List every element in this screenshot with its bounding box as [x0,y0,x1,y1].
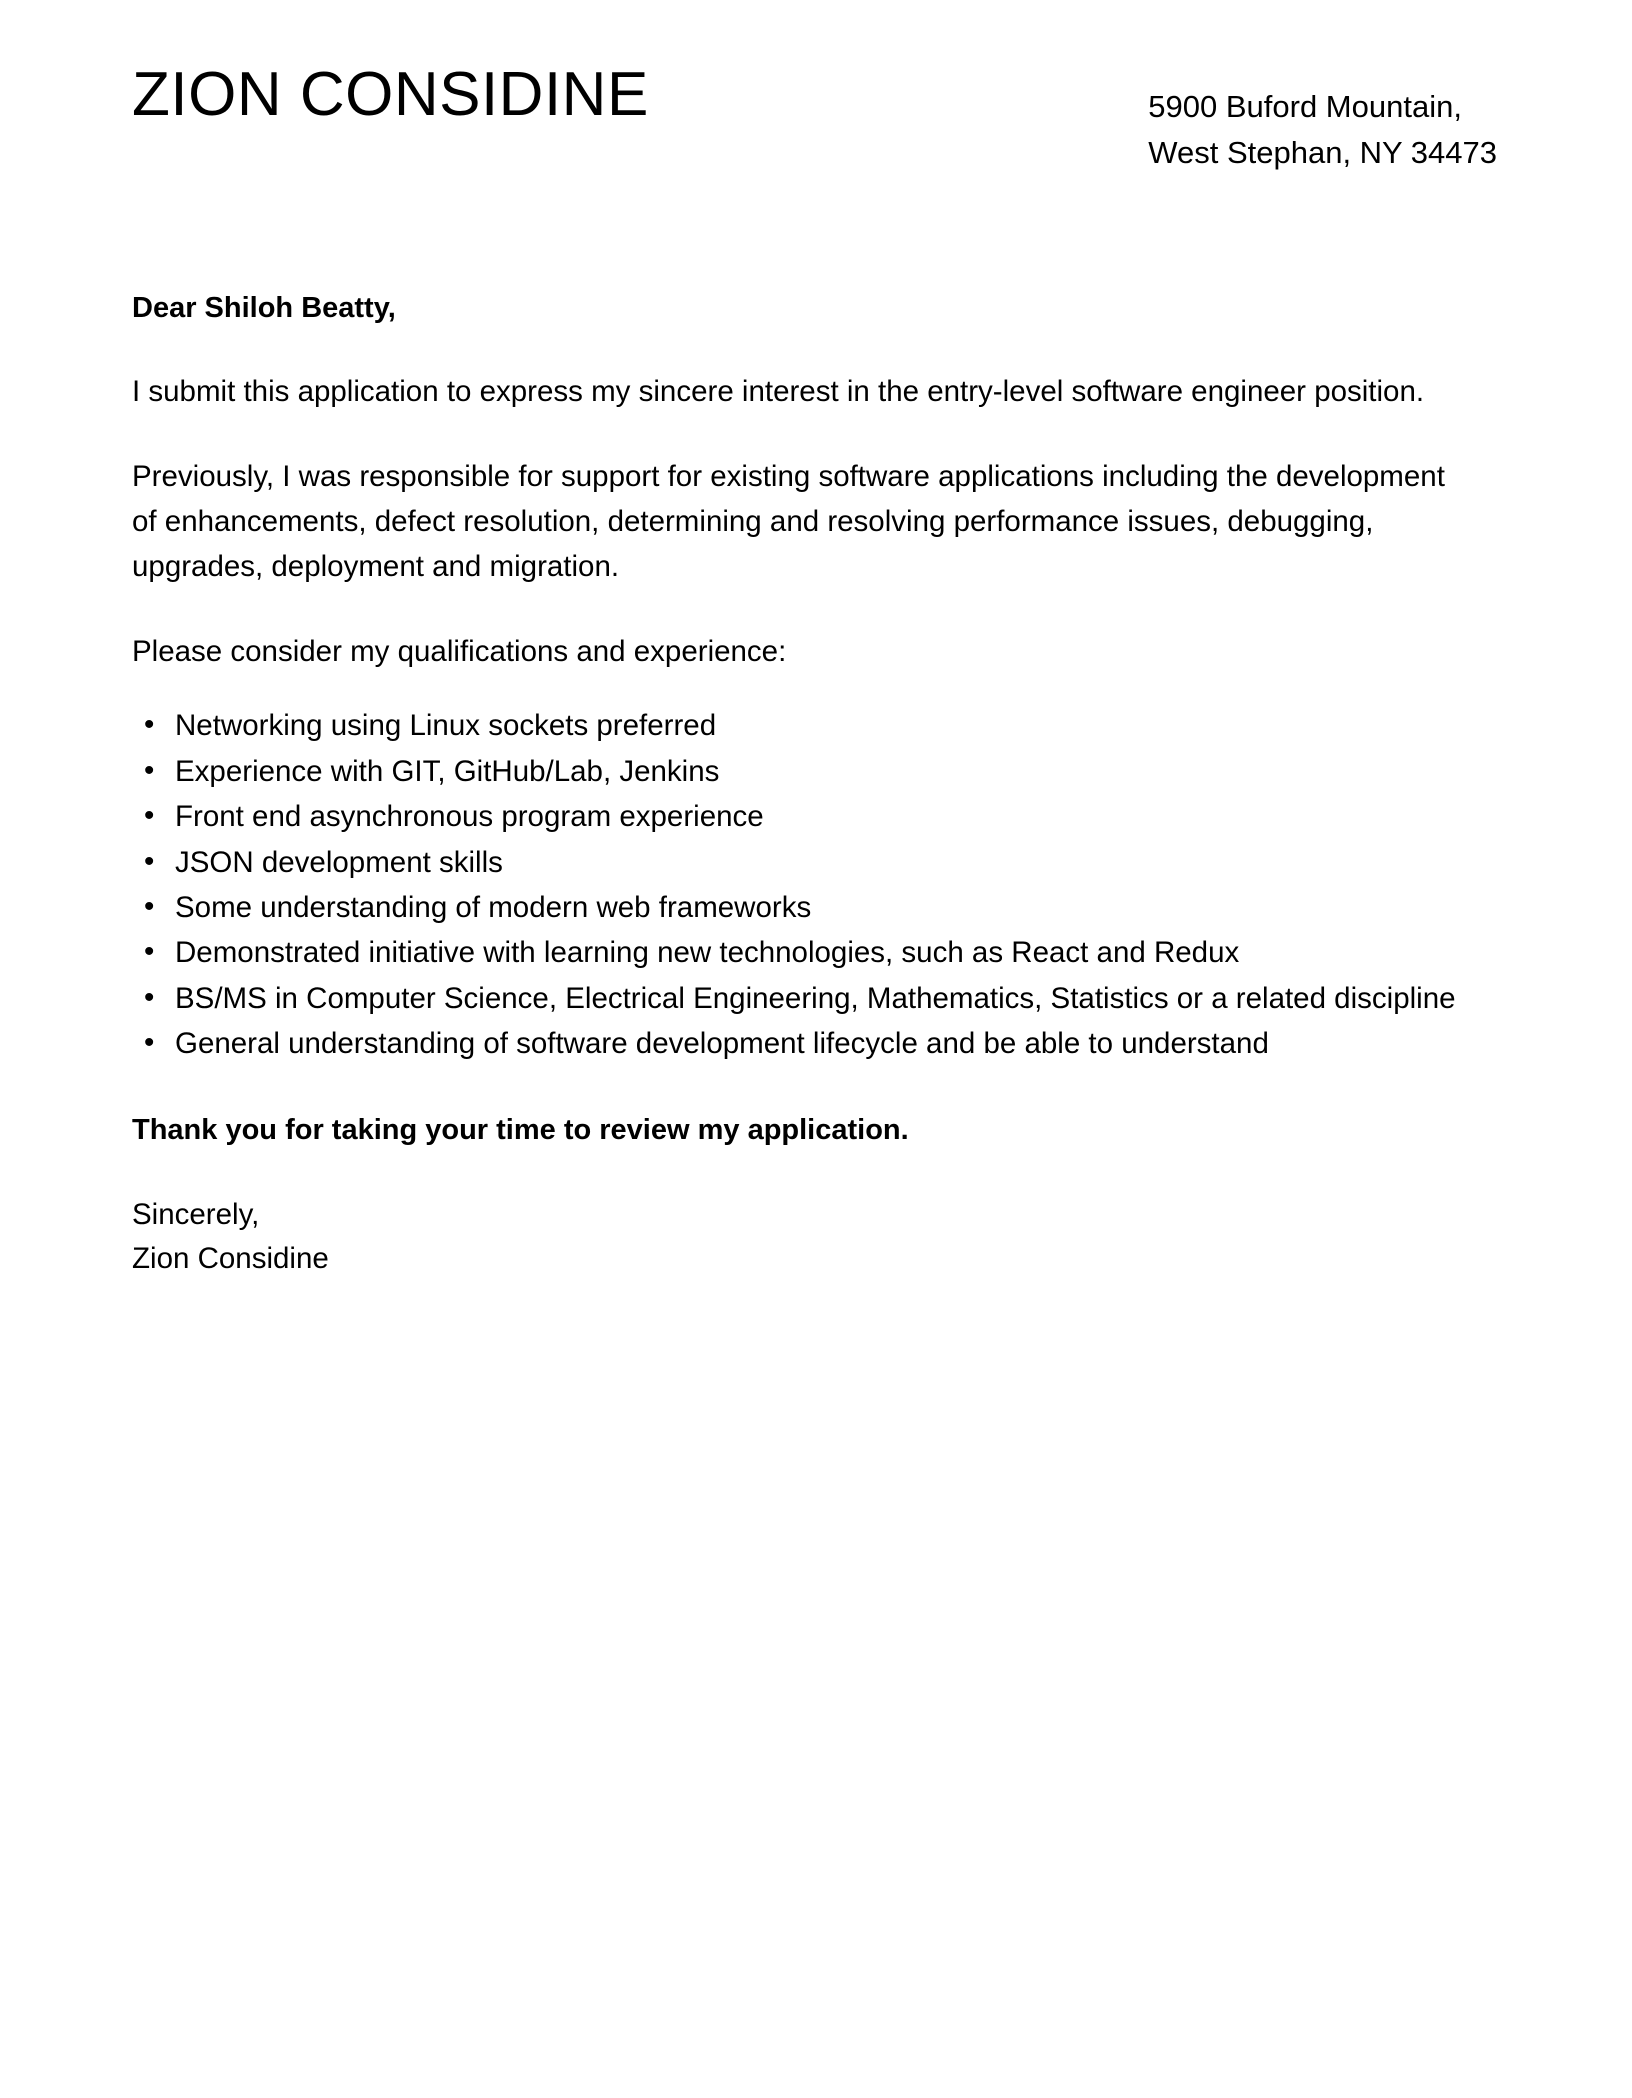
address-line-city-state-zip: West Stephan, NY 34473 [1148,134,1497,170]
letter-header [0,0,1632,176]
signer-name: Zion Considine [132,1242,329,1276]
signature-block [132,1193,1497,1280]
list-item: • Experience with GIT, GitHub/Lab, Jenkins [132,750,1477,793]
qualifications-intro: Please consider my qualifications and experience: [132,634,787,668]
list-item: • BS/MS in Computer Science, Electrical Engineering, Mathematics, Statistics or a related discipline [132,977,1477,1020]
list-item: • JSON development skills [132,841,1477,884]
qualifications-list [132,704,1477,1065]
closing-salutation: Sincerely, [132,1198,260,1232]
body-paragraph-1: I submit this application to express my sincere interest in the entry-level software engineer position. [132,375,1425,409]
sender-address-block [1148,62,1497,176]
page-title: ZION CONSIDINE [132,60,649,129]
list-item: • Networking using Linux sockets preferred [132,704,1477,747]
list-item: • Demonstrated initiative with learning new technologies, such as React and Redux [132,931,1477,974]
salutation: Dear Shiloh Beatty, [132,291,396,324]
list-item: • General understanding of software development lifecycle and be able to understand [132,1022,1477,1065]
body-paragraph-2: Previously, I was responsible for support for existing software applications including the development of enhancements, defect resolution, determining and resolving performance issues, debugging, upgrades, deployment and migration. [132,460,1445,583]
list-item: • Front end asynchronous program experience [132,795,1477,838]
letter-body [0,288,1632,1281]
address-line-street: 5900 Buford Mountain, [1148,89,1462,124]
list-item: • Some understanding of modern web frameworks [132,886,1477,929]
thank-you-line: Thank you for taking your time to review my application. [132,1114,909,1147]
